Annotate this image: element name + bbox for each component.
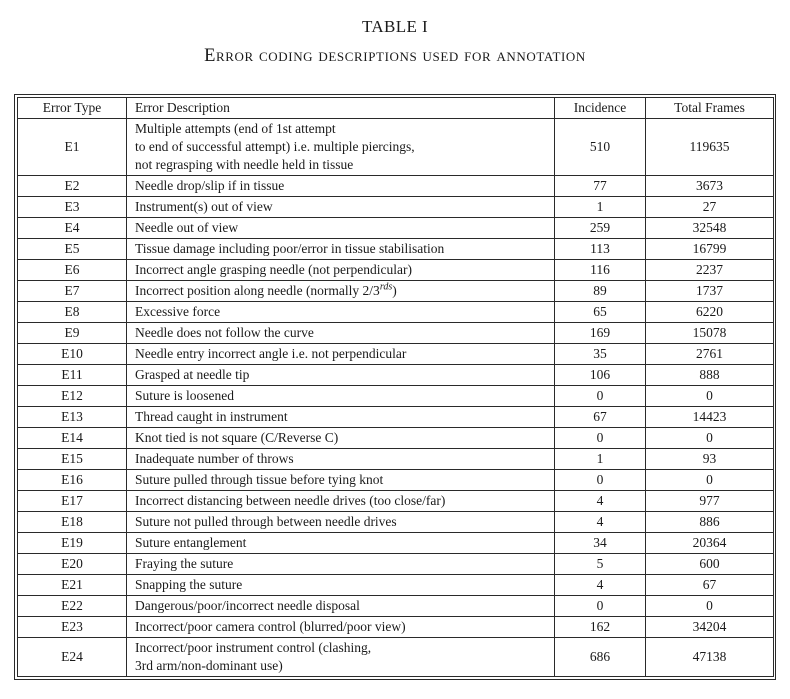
error-type-cell: E21 (18, 575, 127, 596)
table-body (18, 119, 774, 677)
error-coding-table (17, 97, 774, 677)
incidence-cell: 4 (555, 575, 646, 596)
table-row (18, 260, 774, 281)
total-frames-cell: 34204 (646, 617, 774, 638)
incidence-cell: 67 (555, 407, 646, 428)
total-frames-cell: 2237 (646, 260, 774, 281)
total-frames-cell: 0 (646, 386, 774, 407)
table-row (18, 512, 774, 533)
total-frames-cell: 119635 (646, 119, 774, 176)
incidence-cell: 1 (555, 449, 646, 470)
error-description-cell: Inadequate number of throws (127, 449, 555, 470)
table-row (18, 491, 774, 512)
error-description-cell: Incorrect/poor camera control (blurred/poor view) (127, 617, 555, 638)
incidence-cell: 169 (555, 323, 646, 344)
incidence-cell: 77 (555, 176, 646, 197)
error-type-cell: E2 (18, 176, 127, 197)
total-frames-cell: 2761 (646, 344, 774, 365)
total-frames-cell: 14423 (646, 407, 774, 428)
table-row (18, 596, 774, 617)
incidence-cell: 89 (555, 281, 646, 302)
total-frames-cell: 0 (646, 470, 774, 491)
error-type-cell: E8 (18, 302, 127, 323)
table-row (18, 386, 774, 407)
total-frames-cell: 1737 (646, 281, 774, 302)
error-description-cell: Needle out of view (127, 218, 555, 239)
error-type-cell: E10 (18, 344, 127, 365)
error-description-cell: Incorrect distancing between needle drives (too close/far) (127, 491, 555, 512)
table-row (18, 197, 774, 218)
incidence-cell: 686 (555, 638, 646, 677)
table-row (18, 449, 774, 470)
header-total-frames: Total Frames (646, 98, 774, 119)
error-type-cell: E9 (18, 323, 127, 344)
error-description-cell: Knot tied is not square (C/Reverse C) (127, 428, 555, 449)
total-frames-cell: 886 (646, 512, 774, 533)
error-description-cell: Fraying the suture (127, 554, 555, 575)
table-row (18, 344, 774, 365)
error-description-cell: Excessive force (127, 302, 555, 323)
table-row (18, 323, 774, 344)
table-row (18, 470, 774, 491)
total-frames-cell: 20364 (646, 533, 774, 554)
total-frames-cell: 0 (646, 596, 774, 617)
error-type-cell: E14 (18, 428, 127, 449)
error-type-cell: E11 (18, 365, 127, 386)
incidence-cell: 510 (555, 119, 646, 176)
error-type-cell: E15 (18, 449, 127, 470)
total-frames-cell: 600 (646, 554, 774, 575)
error-type-cell: E19 (18, 533, 127, 554)
error-description-cell: Grasped at needle tip (127, 365, 555, 386)
total-frames-cell: 0 (646, 428, 774, 449)
error-type-cell: E22 (18, 596, 127, 617)
error-type-cell: E18 (18, 512, 127, 533)
incidence-cell: 0 (555, 470, 646, 491)
incidence-cell: 0 (555, 596, 646, 617)
total-frames-cell: 6220 (646, 302, 774, 323)
error-type-cell: E5 (18, 239, 127, 260)
error-type-cell: E7 (18, 281, 127, 302)
incidence-cell: 162 (555, 617, 646, 638)
table-row (18, 176, 774, 197)
incidence-cell: 1 (555, 197, 646, 218)
error-description-cell: Needle does not follow the curve (127, 323, 555, 344)
error-type-cell: E23 (18, 617, 127, 638)
error-description-cell: Suture is loosened (127, 386, 555, 407)
incidence-cell: 116 (555, 260, 646, 281)
error-type-cell: E24 (18, 638, 127, 677)
table-row (18, 533, 774, 554)
error-description-cell: Snapping the suture (127, 575, 555, 596)
header-error-type: Error Type (18, 98, 127, 119)
table-row (18, 617, 774, 638)
table-header-row (18, 98, 774, 119)
incidence-cell: 0 (555, 386, 646, 407)
header-error-description: Error Description (127, 98, 555, 119)
error-description-cell: Incorrect angle grasping needle (not perpendicular) (127, 260, 555, 281)
table-row (18, 407, 774, 428)
table-caption-title: Error coding descriptions used for annotation (204, 46, 586, 66)
incidence-cell: 4 (555, 512, 646, 533)
total-frames-cell: 888 (646, 365, 774, 386)
table-row (18, 239, 774, 260)
incidence-cell: 5 (555, 554, 646, 575)
incidence-cell: 4 (555, 491, 646, 512)
table-row (18, 428, 774, 449)
error-description-cell: Tissue damage including poor/error in tissue stabilisation (127, 239, 555, 260)
error-description-cell: Dangerous/poor/incorrect needle disposal (127, 596, 555, 617)
error-description-cell: Needle entry incorrect angle i.e. not perpendicular (127, 344, 555, 365)
error-description-cell: Incorrect position along needle (normally $2/3^{rds}$) (127, 281, 555, 302)
total-frames-cell: 32548 (646, 218, 774, 239)
error-description-cell: Incorrect/poor instrument control (clashing, 3rd arm/non-dominant use) (127, 638, 555, 677)
error-description-cell: Thread caught in instrument (127, 407, 555, 428)
error-type-cell: E6 (18, 260, 127, 281)
error-type-cell: E1 (18, 119, 127, 176)
error-description-cell: Suture not pulled through between needle drives (127, 512, 555, 533)
table-row (18, 575, 774, 596)
total-frames-cell: 27 (646, 197, 774, 218)
error-type-cell: E17 (18, 491, 127, 512)
table-row (18, 281, 774, 302)
error-description-cell: Suture pulled through tissue before tying knot (127, 470, 555, 491)
incidence-cell: 65 (555, 302, 646, 323)
error-type-cell: E20 (18, 554, 127, 575)
error-description-cell: Suture entanglement (127, 533, 555, 554)
table-row (18, 119, 774, 176)
incidence-cell: 259 (555, 218, 646, 239)
error-type-cell: E13 (18, 407, 127, 428)
total-frames-cell: 67 (646, 575, 774, 596)
header-incidence: Incidence (555, 98, 646, 119)
error-type-cell: E3 (18, 197, 127, 218)
total-frames-cell: 93 (646, 449, 774, 470)
total-frames-cell: 16799 (646, 239, 774, 260)
error-type-cell: E12 (18, 386, 127, 407)
total-frames-cell: 977 (646, 491, 774, 512)
incidence-cell: 34 (555, 533, 646, 554)
error-description-cell: Multiple attempts (end of 1st attempt to end of successful attempt) i.e. multiple piercings, not regrasping with needle held in tissue (127, 119, 555, 176)
error-description-cell: Instrument(s) out of view (127, 197, 555, 218)
incidence-cell: 106 (555, 365, 646, 386)
table-row (18, 302, 774, 323)
total-frames-cell: 47138 (646, 638, 774, 677)
error-description-cell: Needle drop/slip if in tissue (127, 176, 555, 197)
table-row (18, 638, 774, 677)
incidence-cell: 113 (555, 239, 646, 260)
error-type-cell: E16 (18, 470, 127, 491)
table-row (18, 218, 774, 239)
error-table-frame (14, 94, 776, 680)
table-caption-number: TABLE I (361, 17, 429, 36)
table-row (18, 365, 774, 386)
total-frames-cell: 3673 (646, 176, 774, 197)
error-type-cell: E4 (18, 218, 127, 239)
table-row (18, 554, 774, 575)
incidence-cell: 0 (555, 428, 646, 449)
incidence-cell: 35 (555, 344, 646, 365)
total-frames-cell: 15078 (646, 323, 774, 344)
